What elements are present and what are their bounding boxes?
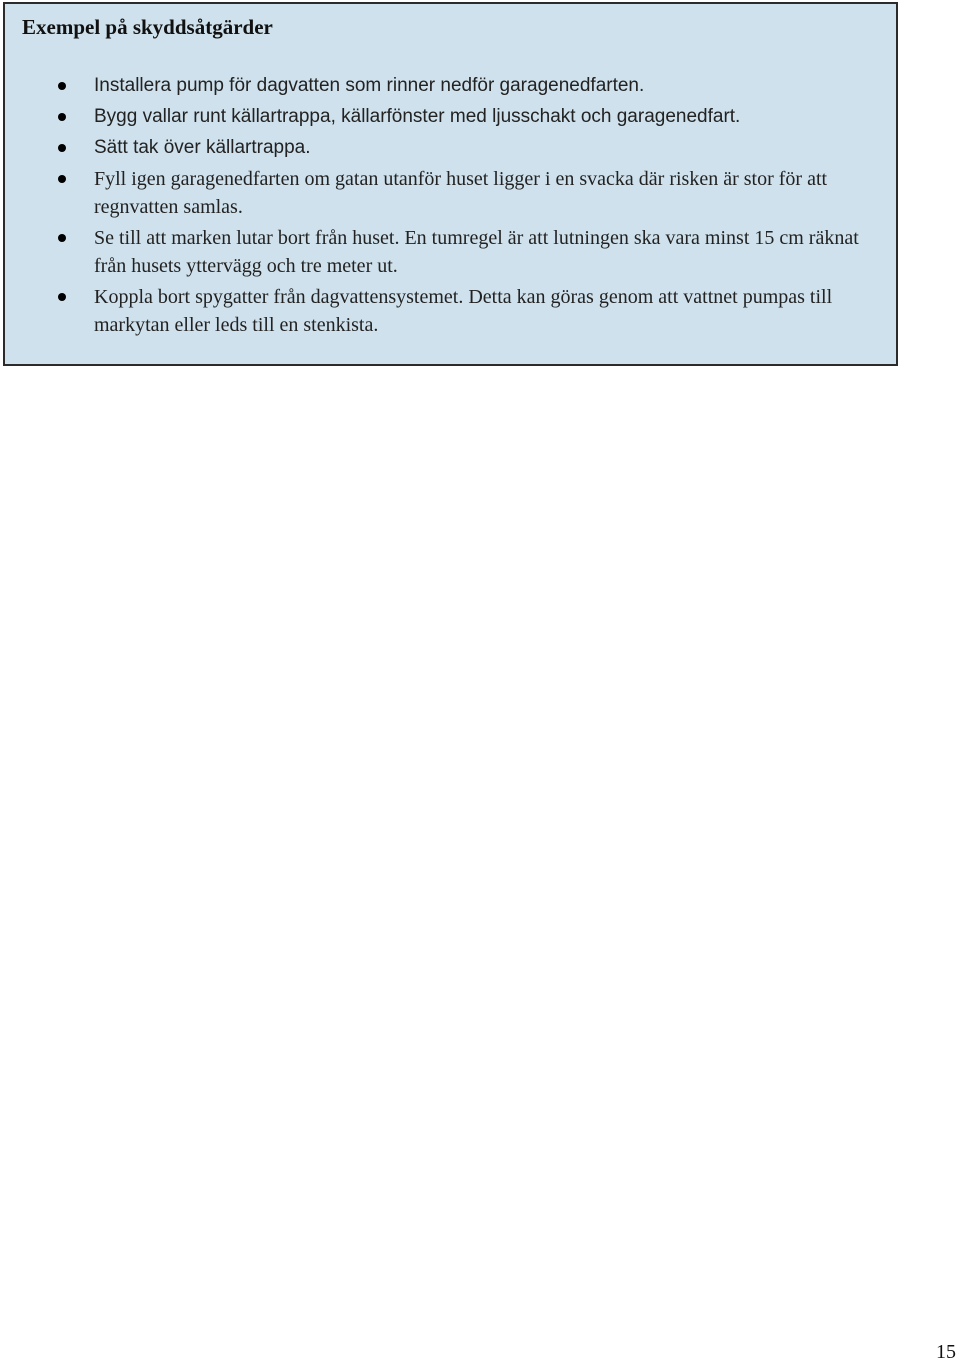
- bullet-icon: [58, 82, 66, 90]
- list-item: [5, 165, 885, 221]
- list-item: [5, 283, 885, 339]
- list-item-text: Se till att marken lutar bort från huset. En tumregel är att lutningen ska vara minst 15 cm räknat från husets yttervägg och tre meter ut.: [94, 227, 859, 277]
- bullet-icon: [58, 175, 66, 183]
- list-item-text: Bygg vallar runt källartrappa, källarfönster med ljusschakt och garagenedfart.: [94, 106, 741, 127]
- list-item: [5, 134, 885, 162]
- list-item: [5, 103, 885, 131]
- page-number: 15: [936, 1341, 956, 1363]
- bullet-icon: [58, 144, 66, 152]
- bullet-icon: [58, 234, 66, 242]
- list-item: [5, 224, 885, 280]
- list-item-text: Sätt tak över källartrappa.: [94, 137, 311, 158]
- list-item-text: Fyll igen garagenedfarten om gatan utanför huset ligger i en svacka där risken är stor för att regnvatten samlas.: [94, 168, 828, 218]
- measure-list: [5, 72, 885, 342]
- list-item-text: Koppla bort spygatter från dagvattensystemet. Detta kan göras genom att vattnet pumpas till markytan eller leds till en stenkista.: [94, 286, 833, 336]
- bullet-icon: [58, 293, 66, 301]
- list-item: [5, 72, 885, 100]
- list-item-text: Installera pump för dagvatten som rinner nedför garagenedfarten.: [94, 75, 645, 96]
- bullet-icon: [58, 113, 66, 121]
- box-title: Exempel på skyddsåtgärder: [22, 15, 273, 39]
- info-box: [3, 2, 898, 366]
